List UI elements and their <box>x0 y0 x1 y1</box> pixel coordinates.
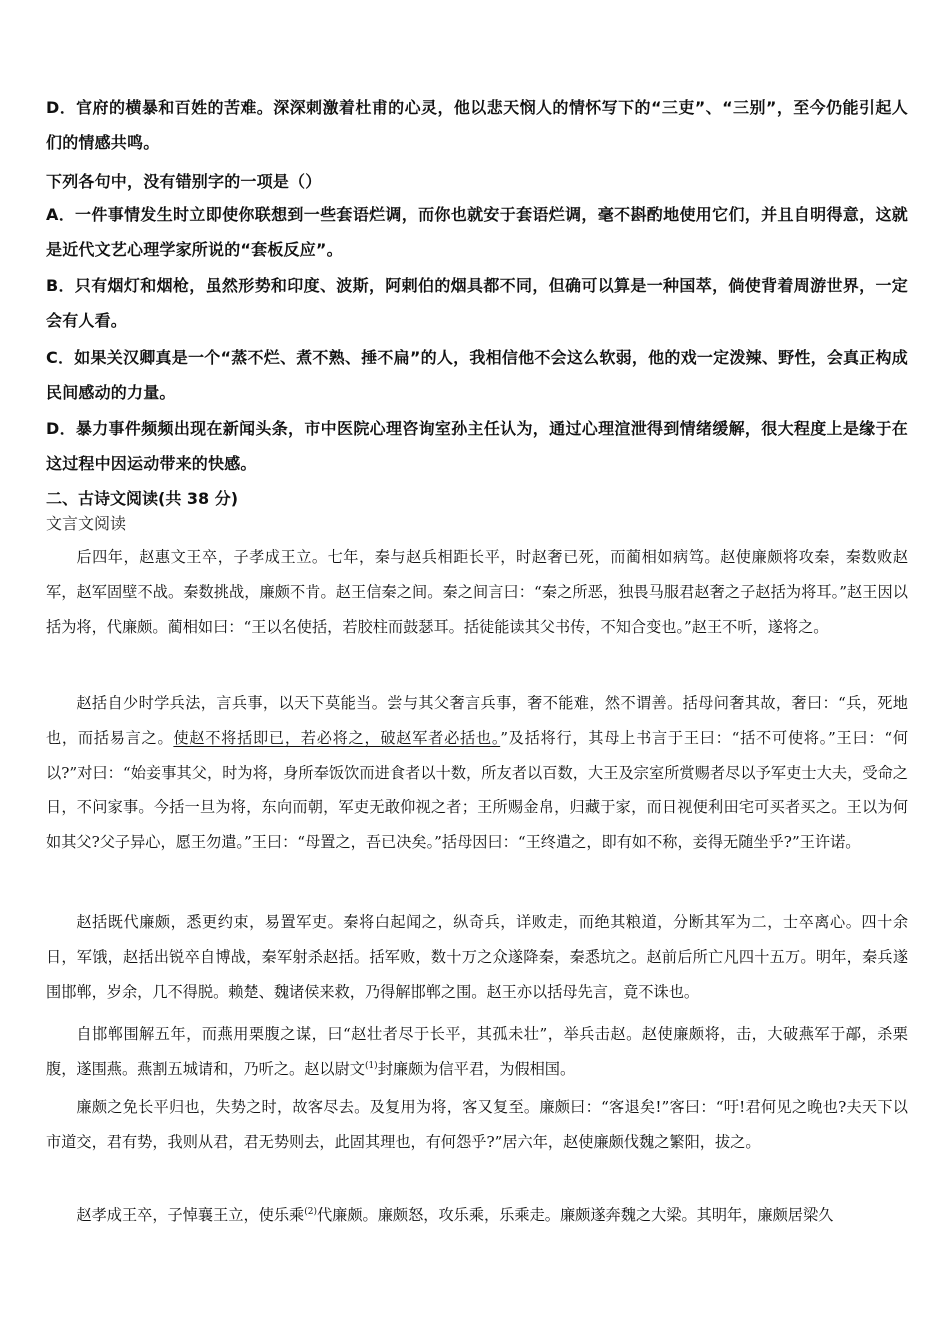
question-stem: 下列各句中，没有错别字的一项是（） <box>46 172 322 191</box>
passage-paragraph-4 <box>46 1017 908 1087</box>
option-a: A．一件事情发生时立即使你联想到一些套语烂调，而你也就安于套语烂调，毫不斟酌地使用它们，并且自明得意，这就是近代文艺心理学家所说的“套板反应”。 <box>46 205 908 260</box>
section-title: 二、古诗文阅读(共 38 分) <box>46 489 239 508</box>
footnote-marker-1: (1) <box>364 1060 378 1071</box>
option-d-previous: D．官府的横暴和百姓的苦难。深深刺激着杜甫的心灵，他以悲天悯人的情怀写下的“三吏”、“三别”，至今仍能引起人们的情感共鸣。 <box>46 98 908 153</box>
passage-paragraph-2-text-b: ”及括将行，其母上书言于王曰：“括不可使将。”王曰：“何以?”对曰：“始妾事其父，时为将，身所奉饭饮而进食者以十数，所友者以百数，大王及宗室所赏赐者尽以予军吏士大夫，受命之日，不问家事。今括一旦为将，东向而朝，军吏无敢仰视之者；王所赐金帛，归藏于家，而日视便利田宅可买者买之。王以为何如其父?父子异心，愿王勿遣。”王曰：“母置之，吾已决矣。”括母因曰：“王终遣之，即有如不称，妾得无随坐乎?”王许诺。 <box>46 728 909 852</box>
passage-paragraph-4-text-a: 自邯郸围解五年，而燕用栗腹之谋，曰“赵壮者尽于长平，其孤未壮”，举兵击赵。赵使廉颇将，击，大破燕军于鄗，杀栗腹，遂围燕。燕割五城请和，乃听之。赵以尉文 <box>46 1025 908 1078</box>
footnote-marker-2: (2) <box>304 1207 317 1217</box>
option-d: D．暴力事件频频出现在新闻头条，市中医院心理咨询室孙主任认为，通过心理渲泄得到情绪缓解，很大程度上是缘于在这过程中因运动带来的快感。 <box>46 419 908 474</box>
passage-paragraph-3: 赵括既代廉颇，悉更约束，易置军吏。秦将白起闻之，纵奇兵，详败走，而绝其粮道，分断其军为二，士卒离心。四十余日，军饿，赵括出锐卒自博战，秦军射杀赵括。括军败，数十万之众遂降秦，秦悉坑之。赵前后所亡凡四十五万。明年，秦兵遂围邯郸，岁余，几不得脱。赖楚、魏诸侯来救，乃得解邯郸之围。赵王亦以括母先言，竟不诛也。 <box>46 913 908 1001</box>
option-b: B．只有烟灯和烟枪，虽然形势和印度、波斯，阿剌伯的烟具都不同，但确可以算是一种国萃，倘使背着周游世界，一定会有人看。 <box>46 276 908 331</box>
passage-paragraph-6-text-a: 赵孝成王卒，子悼襄王立，使乐乘 <box>76 1206 305 1224</box>
section-subtitle: 文言文阅读 <box>46 514 127 533</box>
passage-paragraph-2 <box>46 686 908 860</box>
passage-paragraph-6 <box>46 1198 908 1233</box>
passage-paragraph-1: 后四年，赵惠文王卒，子孝成王立。七年，秦与赵兵相距长平，时赵奢已死，而蔺相如病笃。赵使廉颇将攻秦，秦数败赵军，赵军固壁不战。秦数挑战，廉颇不肯。赵王信秦之间。秦之间言曰：“秦之所恶，独畏马服君赵奢之子赵括为将耳。”赵王因以括为将，代廉颇。蔺相如曰：“王以名使括，若胶柱而鼓瑟耳。括徒能读其父书传，不知合变也。”赵王不听，遂将之。 <box>46 548 908 636</box>
passage-paragraph-5: 廉颇之免长平归也，失势之时，故客尽去。及复用为将，客又复至。廉颇曰：“客退矣!”客曰：“吁!君何见之晚也?夫天下以市道交，君有势，我则从君，君无势则去，此固其理也，有何怨乎?”居六年，赵使廉颇伐魏之繁阳，拔之。 <box>46 1098 908 1151</box>
passage-paragraph-2-text-a: 赵括自少时学兵法，言兵事，以天下莫能当。尝与其父奢言兵事，奢不能难，然不谓善。括母问奢其故，奢曰：“兵，死地也，而括易言之。 <box>46 694 908 747</box>
passage-paragraph-6-text-b: 代廉颇。廉颇怒，攻乐乘，乐乘走。廉颇遂奔魏之大梁。其明年，廉颇居梁久 <box>316 1206 834 1224</box>
underlined-sentence: 使赵不将括即已，若必将之，破赵军者必括也。 <box>173 728 501 747</box>
passage-paragraph-4-text-b: 封廉颇为信平君，为假相国。 <box>377 1059 576 1078</box>
option-c: C．如果关汉卿真是一个“蒸不烂、煮不熟、捶不扁”的人，我相信他不会这么软弱，他的戏一定泼辣、野性，会真正构成民间感动的力量。 <box>46 348 908 403</box>
